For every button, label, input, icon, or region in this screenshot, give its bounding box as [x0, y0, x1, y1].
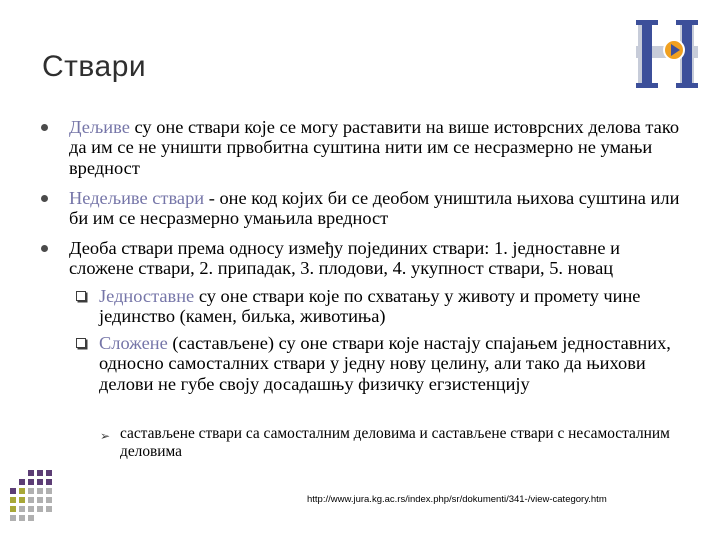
- sub-bullet-text: су оне ствари које по схватању у животу и промету чине јединство (камен, биљка, животиња): [99, 286, 641, 327]
- decorative-dot: [19, 488, 25, 494]
- decorative-dot: [19, 497, 25, 503]
- checkbox-bullet-icon: [76, 291, 86, 301]
- decorative-dot: [37, 470, 43, 476]
- bullet-dot-icon: [41, 195, 48, 202]
- decorative-dot: [28, 479, 34, 485]
- bullet-item: [69, 188, 684, 229]
- decorative-dot: [46, 479, 52, 485]
- sub-sub-bullet-item: [100, 425, 680, 461]
- decorative-dot: [10, 506, 16, 512]
- bullet-text: Деоба ствари према односу између појединих ствари: 1. једноставне и сложене ствари, 2. припадак, 3. плодови, 4. укупност ствари, 5. новац: [69, 238, 620, 279]
- bullet-item: [69, 117, 684, 178]
- sub-bullet-highlight: Једноставне: [99, 286, 195, 306]
- footer-url: http://www.jura.kg.ac.rs/index.php/sr/dokumenti/341-/view-category.htm: [307, 494, 607, 505]
- decorative-dot: [19, 515, 25, 521]
- decorative-dot: [46, 488, 52, 494]
- decorative-dot: [37, 479, 43, 485]
- faculty-logo-icon: [636, 16, 700, 90]
- decorative-dot: [37, 497, 43, 503]
- decorative-dot: [19, 479, 25, 485]
- slide-title: Ствари: [42, 50, 147, 83]
- arrow-bullet-icon: ➢: [100, 429, 111, 443]
- decorative-dot: [37, 488, 43, 494]
- decorative-dot: [10, 488, 16, 494]
- decorative-dot: [10, 515, 16, 521]
- decorative-dot: [28, 488, 34, 494]
- decorative-dot: [28, 506, 34, 512]
- sub-bullet-highlight: Сложене: [99, 333, 168, 353]
- bullet-text: - оне код којих би се деобом уништила њихова суштина или би им се несразмерно умањила вредност: [69, 188, 680, 229]
- decorative-dots-icon: [10, 470, 60, 526]
- decorative-dot: [28, 470, 34, 476]
- decorative-dot: [37, 506, 43, 512]
- bullet-dot-icon: [41, 245, 48, 252]
- sub-sub-bullet-text: састављене ствари са самосталним деловима и састављене ствари с несамосталним деловима: [120, 425, 670, 460]
- bullet-highlight: Недељиве ствари: [69, 188, 205, 208]
- sub-bullet-text: (састављене) су оне ствари које настају спајањем једноставних, односно самосталних ствари у једну нову целину, али тако да њихови делови не губе своју досадашњу физичку егзистенцију: [99, 333, 671, 394]
- sub-bullet-item: [99, 333, 684, 394]
- bullet-item: [69, 238, 684, 279]
- bullet-highlight: Дељиве: [69, 117, 130, 137]
- decorative-dot: [28, 497, 34, 503]
- bullet-text: су оне ствари које се могу раставити на више истоврсних делова тако да им се не уништи првобитна суштина нити им се несразмерно не умањи вредност: [69, 117, 680, 178]
- decorative-dot: [10, 497, 16, 503]
- decorative-dot: [46, 506, 52, 512]
- decorative-dot: [46, 497, 52, 503]
- checkbox-bullet-icon: [76, 338, 86, 348]
- decorative-dot: [46, 470, 52, 476]
- decorative-dot: [19, 506, 25, 512]
- sub-bullet-item: [99, 286, 684, 327]
- decorative-dot: [28, 515, 34, 521]
- bullet-dot-icon: [41, 124, 48, 131]
